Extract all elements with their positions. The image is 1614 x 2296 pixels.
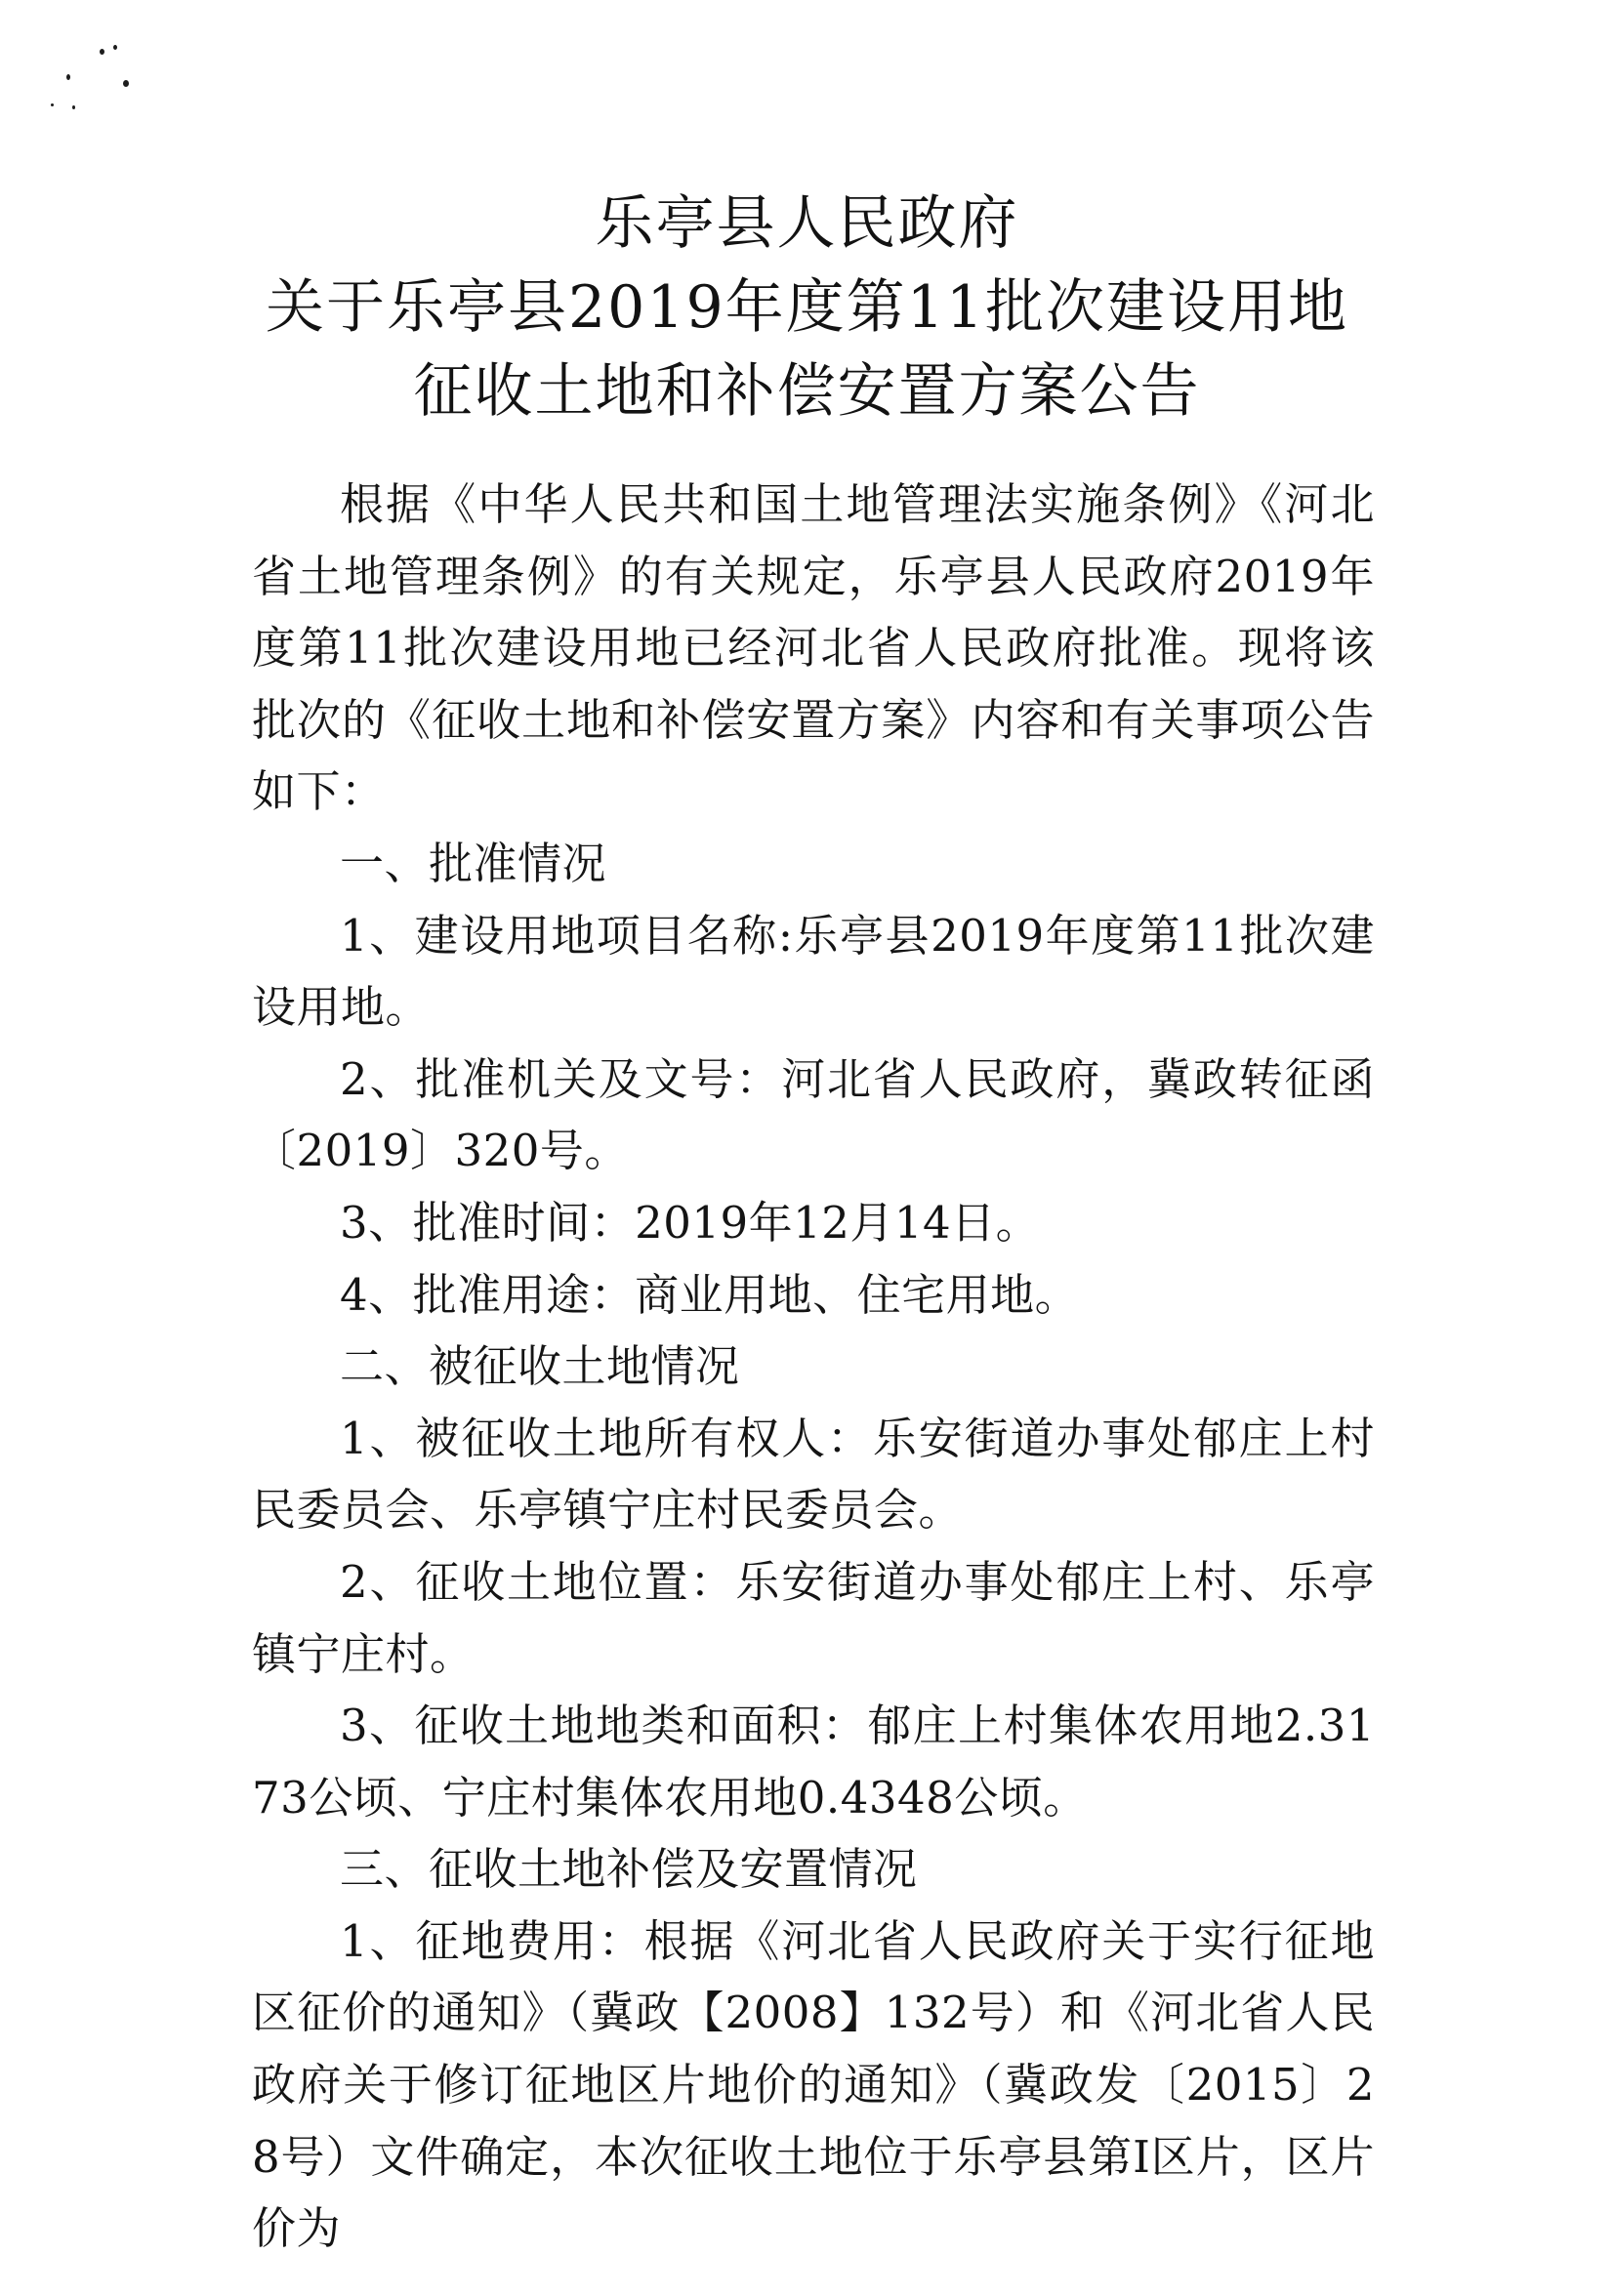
intro-paragraph: 根据《中华人民共和国土地管理法实施条例》《河北省土地管理条例》的有关规定，乐亭县人民政府2019年度第11批次建设用地已经河北省人民政府批准。现将该批次的《征收土地和补偿安置方案》内容和有关事项公告如下：: [252, 478, 1375, 818]
title-line-3: 征收土地和补偿安置方案公告: [413, 357, 1201, 426]
land-item-area: 3、征收土地地类和面积：郁庄上村集体农用地2.3173公顷、宁庄村集体农用地0.4348公顷。: [252, 1700, 1375, 1824]
title-line-1: 乐亭县人民政府: [595, 189, 1019, 258]
scan-speck: [100, 49, 104, 55]
document-title: [0, 182, 1614, 433]
scan-speck: [72, 105, 75, 109]
scan-artifact-marks: [39, 35, 146, 133]
section-heading-compensation: 三、征收土地补偿及安置情况: [340, 1843, 918, 1896]
scan-speck: [113, 45, 117, 50]
scan-speck: [123, 80, 129, 87]
section-heading-land: 二、被征收土地情况: [340, 1340, 740, 1393]
title-line-2: 关于乐亭县2019年度第11批次建设用地: [265, 273, 1349, 342]
approval-item-authority: 2、批准机关及文号：河北省人民政府，冀政转征函〔2019〕320号。: [252, 1052, 1375, 1177]
approval-item-date: 3、批准时间：2019年12月14日。: [340, 1196, 1041, 1249]
scan-speck: [51, 103, 54, 106]
document-body: [252, 469, 1375, 2265]
approval-item-usage: 4、批准用途：商业用地、住宅用地。: [340, 1268, 1080, 1321]
scan-speck: [66, 74, 70, 80]
approval-item-project-name: 1、建设用地项目名称:乐亭县2019年度第11批次建设用地。: [252, 909, 1375, 1034]
compensation-item-fees: 1、征地费用：根据《河北省人民政府关于实行征地区征价的通知》（冀政【2008】132号）和《河北省人民政府关于修订征地区片地价的通知》（冀政发〔2015〕28号）文件确定，本次征收土地位于乐亭县第Ⅰ区片，区片价为: [252, 1914, 1375, 2255]
land-item-owner: 1、被征收土地所有权人：乐安街道办事处郁庄上村民委员会、乐亭镇宁庄村民委员会。: [252, 1412, 1375, 1537]
land-item-location: 2、征收土地位置：乐安街道办事处郁庄上村、乐亭镇宁庄村。: [252, 1555, 1375, 1680]
section-heading-approval: 一、批准情况: [340, 837, 607, 889]
